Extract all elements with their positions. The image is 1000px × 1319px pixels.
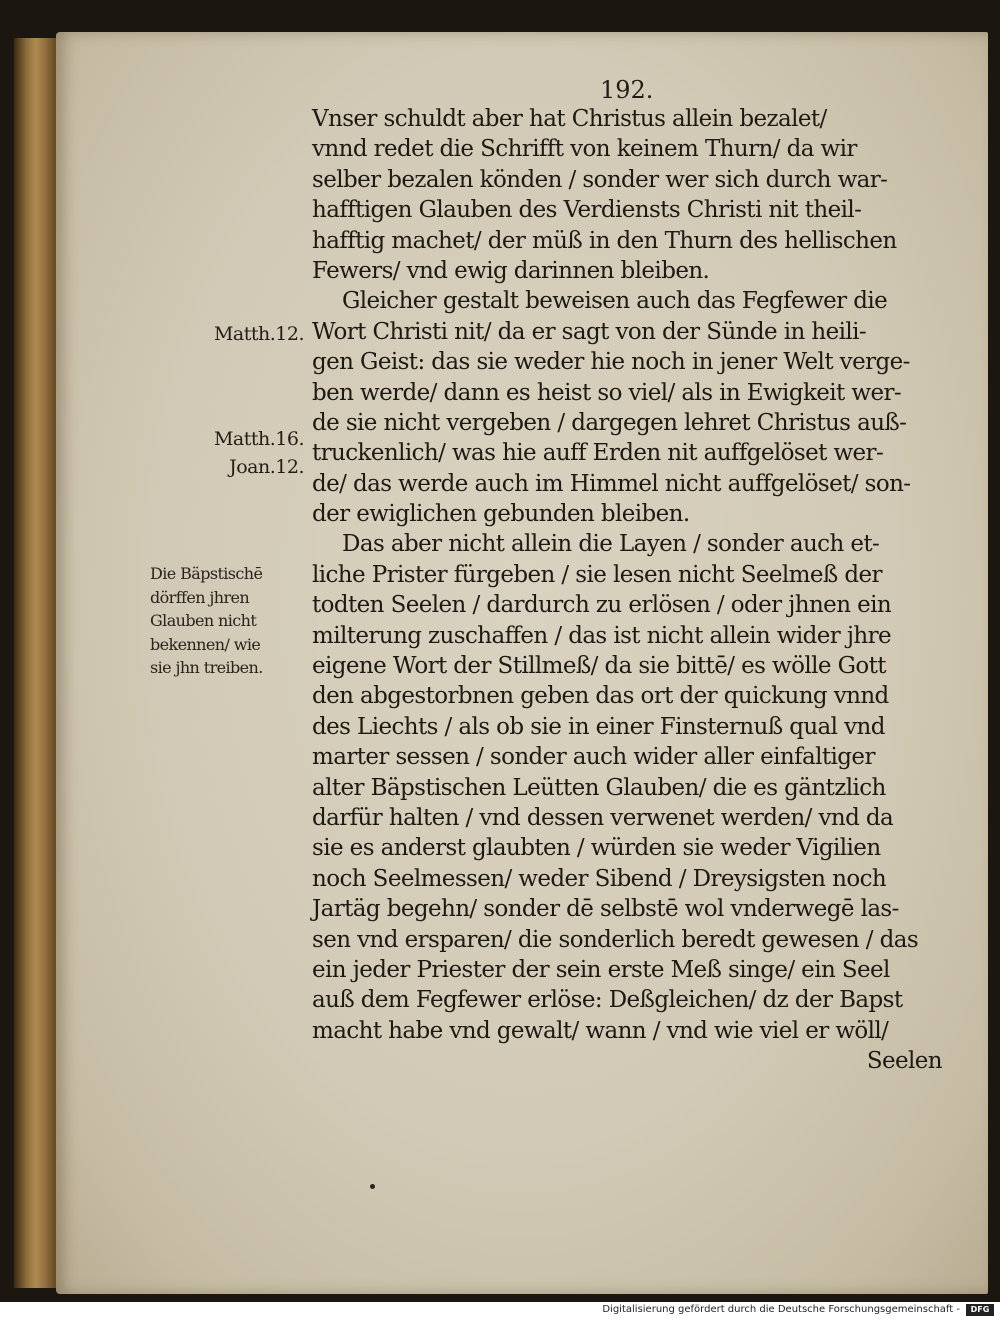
text-line: de/ das werde auch im Himmel nicht auffgelöset/ son- <box>312 470 911 497</box>
book-page-edge <box>14 38 62 1288</box>
text-line: hafftig machet/ der müß in den Thurn des hellischen <box>312 227 897 254</box>
page-number: 192. <box>600 76 654 104</box>
text-line: Jartäg begehn/ sonder dē selbstē wol vnderwegē las- <box>312 896 899 923</box>
margin-note-line: Die Bäpstischē <box>150 564 263 583</box>
text-line: ben werde/ dann es heist so viel/ als in Ewigkeit wer- <box>312 379 902 406</box>
text-line: liche Prister fürgeben / sie lesen nicht Seelmeß der <box>312 561 882 588</box>
margin-note-line: sie jhn treiben. <box>150 658 263 677</box>
margin-note-matth-16: Matth.16. <box>213 428 304 450</box>
footer-bar <box>0 1302 1000 1319</box>
text-line: selber bezalen könden / sonder wer sich durch war- <box>312 166 888 193</box>
catchword: Seelen <box>866 1048 942 1075</box>
text-line: gen Geist: das sie weder hie noch in jener Welt verge- <box>312 349 910 376</box>
margin-note-line: dörffen jhren <box>150 587 250 607</box>
text-line: noch Seelmessen/ weder Sibend / Dreysigsten noch <box>312 865 887 892</box>
text-line: sie es anderst glaubten / würden sie weder Vigilien <box>312 835 881 862</box>
margin-note-line: Glauben nicht <box>150 611 257 630</box>
text-line: Gleicher gestalt beweisen auch das Fegfewer die <box>342 288 888 315</box>
text-line: den abgestorbnen geben das ort der quickung vnnd <box>312 683 889 710</box>
text-line: sen vnd ersparen/ die sonderlich beredt gewesen / das <box>312 926 919 953</box>
text-line: Vnser schuldt aber hat Christus allein bezalet/ <box>312 106 827 132</box>
text-line: marter sessen / sonder auch wider aller einfaltiger <box>312 744 875 771</box>
dfg-logo: DFG <box>966 1304 994 1316</box>
text-line: milterung zuschaffen / das ist nicht allein wider jhre <box>312 622 892 649</box>
text-line: hafftigen Glauben des Verdiensts Christi nit theil- <box>312 197 862 224</box>
text-line: auß dem Fegfewer erlöse: Deßgleichen/ dz der Bapst <box>312 987 903 1014</box>
margin-note-matth-12: Matth.12. <box>213 323 304 345</box>
footer-credit: Digitalisierung gefördert durch die Deutsche Forschungsgemeinschaft - <box>602 1304 960 1315</box>
ink-speck <box>370 1184 375 1189</box>
text-line: truckenlich/ was hie auff Erden nit auffgelöset wer- <box>312 440 884 467</box>
text-line: Wort Christi nit/ da er sagt von der Sünde in heili- <box>312 318 867 345</box>
margin-note-joan-12: Joan.12. <box>229 456 304 478</box>
text-line: eigene Wort der Stillmeß/ da sie bittē/ es wölle Gott <box>312 653 886 680</box>
text-line: des Liechts / als ob sie in einer Finsternuß qual vnd <box>312 713 885 740</box>
text-line: der ewiglichen gebunden bleiben. <box>312 501 690 528</box>
text-line: Fewers/ vnd ewig darinnen bleiben. <box>312 257 710 284</box>
text-line: alter Bäpstischen Leütten Glauben/ die es gäntzlich <box>312 774 886 801</box>
margin-note-block <box>150 562 300 680</box>
text-line: Das aber nicht allein die Layen / sonder auch et- <box>342 531 880 558</box>
text-line: vnnd redet die Schrifft von keinem Thurn/ da wir <box>312 136 857 163</box>
text-line: macht habe vnd gewalt/ wann / vnd wie viel er wöll/ <box>312 1017 889 1044</box>
margin-note-line: bekennen/ wie <box>150 634 261 654</box>
text-line: ein jeder Priester der sein erste Meß singe/ ein Seel <box>312 956 890 983</box>
text-line: de sie nicht vergeben / dargegen lehret Christus auß- <box>312 409 907 436</box>
text-line: todten Seelen / dardurch zu erlösen / oder jhnen ein <box>312 592 892 619</box>
text-line: darfür halten / vnd dessen verwenet werden/ vnd da <box>312 804 894 831</box>
main-text <box>312 104 942 1077</box>
